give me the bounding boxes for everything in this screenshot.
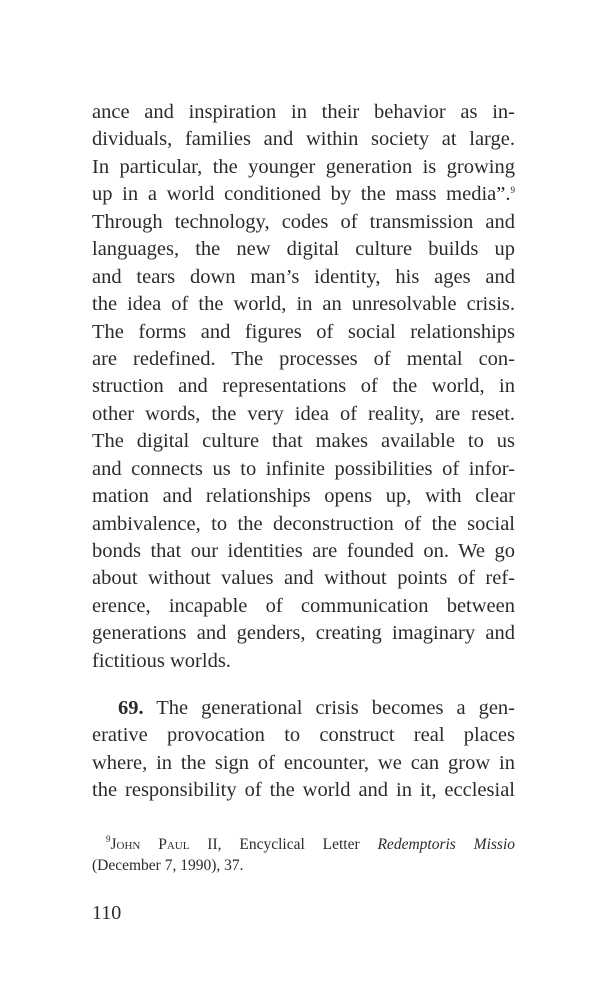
text-line-content: fictitious worlds. bbox=[92, 649, 231, 672]
footnote-line-2: (December 7, 1990), 37. bbox=[92, 857, 244, 874]
footnote-title: Redemptoris Missio bbox=[377, 836, 516, 853]
text-line bbox=[92, 209, 515, 236]
text-line-content: dividuals, families and within society at large. bbox=[92, 128, 515, 151]
text-line-content: The digital culture that makes available to us bbox=[92, 430, 515, 453]
text-line bbox=[92, 456, 515, 483]
text-line bbox=[92, 648, 515, 675]
text-line bbox=[92, 346, 515, 373]
text-line-content: erence, incapable of communication between bbox=[92, 594, 515, 617]
text-line bbox=[92, 565, 515, 592]
text-line bbox=[92, 401, 515, 428]
text-line-content: struction and representations of the world, in bbox=[92, 375, 515, 398]
text-line-content: the idea of the world, in an unresolvable crisis. bbox=[92, 293, 515, 316]
footnote-author: John Paul II bbox=[110, 836, 218, 853]
paragraph-number: 69. bbox=[118, 697, 144, 719]
text-line bbox=[92, 722, 515, 749]
text-line-content: about without values and without points of ref- bbox=[92, 567, 515, 590]
text-line-content: languages, the new digital culture builds up bbox=[92, 238, 515, 261]
text-line-content: ambivalence, to the deconstruction of the social bbox=[92, 512, 515, 535]
text-line-content: ance and inspiration in their behavior as in- bbox=[92, 101, 515, 123]
paragraph-1 bbox=[92, 99, 515, 675]
text-line bbox=[92, 483, 515, 510]
text-line bbox=[92, 154, 515, 181]
footnote-reference[interactable]: 9 bbox=[510, 185, 515, 196]
text-line-content: the responsibility of the world and in it, ecclesial bbox=[92, 779, 515, 802]
text-line bbox=[92, 511, 515, 538]
text-line bbox=[92, 777, 515, 804]
text-line-content: mation and relationships opens up, with clear bbox=[92, 485, 515, 508]
text-line bbox=[92, 428, 515, 455]
text-line-content: where, in the sign of encounter, we can grow in bbox=[92, 751, 515, 774]
text-line-content: erative provocation to construct real places bbox=[92, 724, 515, 747]
text-line bbox=[92, 620, 515, 647]
text-line bbox=[92, 264, 515, 291]
text-line bbox=[92, 99, 515, 126]
text-line-content: other words, the very idea of reality, are reset. bbox=[92, 402, 515, 425]
text-line-content: In particular, the younger generation is growing bbox=[92, 155, 515, 178]
text-line bbox=[92, 695, 515, 722]
text-line bbox=[92, 593, 515, 620]
text-line-content: are redefined. The processes of mental con- bbox=[92, 347, 515, 370]
text-line-content: up in a world conditioned by the mass media”. bbox=[92, 183, 511, 206]
text-line-content: and tears down man’s identity, his ages and bbox=[92, 265, 515, 288]
text-line bbox=[92, 126, 515, 153]
page-number: 110 bbox=[92, 902, 122, 924]
text-line-content: The forms and figures of social relationships bbox=[92, 320, 515, 343]
footnote-marker: 9 bbox=[106, 834, 111, 844]
text-line-content: bonds that our identities are founded on. We go bbox=[92, 540, 515, 562]
footnote-text: , Encyclical Letter bbox=[217, 836, 378, 853]
text-line bbox=[92, 181, 515, 208]
text-line bbox=[92, 538, 515, 565]
text-line-content: and connects us to infinite possibilities of infor- bbox=[92, 457, 515, 480]
text-line bbox=[92, 750, 515, 777]
text-line bbox=[92, 291, 515, 318]
text-line bbox=[92, 373, 515, 400]
footnote bbox=[92, 834, 515, 876]
text-line bbox=[92, 319, 515, 346]
text-line-content: Through technology, codes of transmission and bbox=[92, 210, 515, 233]
text-line-content: The generational crisis becomes a gen- bbox=[156, 697, 515, 719]
text-line-content: generations and genders, creating imaginary and bbox=[92, 622, 515, 645]
paragraph-69 bbox=[92, 695, 515, 805]
text-line bbox=[92, 236, 515, 263]
